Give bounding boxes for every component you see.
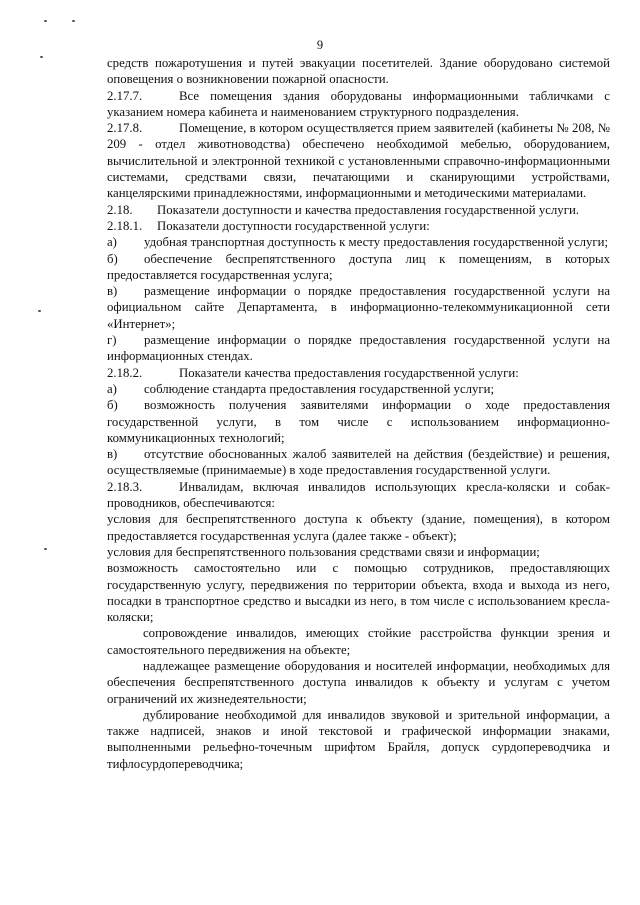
clause-number: 2.18.3. — [107, 479, 143, 494]
list-item-v — [107, 283, 610, 332]
scan-speck — [72, 20, 75, 22]
paragraph-2-18-2 — [107, 365, 610, 381]
accessibility-condition-movement — [107, 560, 610, 625]
scan-speck — [40, 56, 43, 58]
paragraph-text: Помещение, в котором осуществляется прием заявителей (кабинеты № 208, № 209 - отдел животноводства) обеспечено необходимой мебелью, оборудованием, вычислительной и электронной техникой с установленными справочно-информационными системами, средствами связи, печатающими и сканирующими устройствами, канцелярскими принадлежностями, информационными и методическими материалами. — [107, 121, 610, 201]
clause-number: 2.18.1. — [107, 218, 143, 233]
list-item-a — [107, 234, 610, 250]
document-body — [107, 55, 610, 772]
accessibility-condition-access — [107, 511, 610, 544]
paragraph-text: соблюдение стандарта предоставления государственной услуги; — [144, 381, 495, 396]
list-letter: в) — [107, 447, 118, 462]
paragraph-fire-safety — [107, 55, 610, 88]
paragraph-text: Показатели доступности государственной услуги: — [157, 218, 430, 233]
clause-number: 2.18.2. — [107, 365, 143, 380]
paragraph-text: отсутствие обоснованных жалоб заявителей на действия (бездействие) и решения, осуществляемые (принимаемые) в ходе предоставления государственной услуги. — [107, 447, 610, 478]
accessibility-condition-equipment — [107, 658, 610, 707]
list-letter: а) — [107, 235, 117, 250]
quality-item-b — [107, 397, 610, 446]
list-letter: г) — [107, 333, 117, 348]
paragraph-text: размещение информации о порядке предоставления государственной услуги на информационных стендах. — [107, 333, 610, 364]
page-number: 9 — [316, 38, 324, 52]
paragraph-text: условия для беспрепятственного доступа к объекту (здание, помещения), в котором предоставляется государственная услуга (далее также - объект); — [107, 512, 610, 543]
accessibility-condition-communication — [107, 544, 610, 560]
paragraph-text: возможность получения заявителями информации о ходе предоставления государственной услуги, в том числе с использованием информационно-коммуникационных технологий; — [107, 398, 610, 445]
paragraph-text: Показатели качества предоставления государственной услуги: — [179, 365, 519, 380]
scan-speck — [44, 20, 47, 22]
paragraph-2-17-7 — [107, 88, 610, 121]
list-letter: б) — [107, 251, 118, 266]
accessibility-condition-duplication — [107, 707, 610, 772]
paragraph-2-18-1 — [107, 218, 610, 234]
paragraph-text: Показатели доступности и качества предоставления государственной услуги. — [157, 202, 579, 217]
clause-number: 2.17.8. — [107, 121, 143, 136]
paragraph-text: дублирование необходимой для инвалидов звуковой и зрительной информации, а также надписей, знаков и иной текстовой и графической информации знаками, выполненными рельефно-точечным шрифтом Брайля, допуск сурдопереводчика и тифлосурдопереводчика; — [107, 707, 610, 771]
paragraph-text: Инвалидам, включая инвалидов использующих кресла-коляски и собак-проводников, обеспечиваются: — [107, 479, 610, 511]
quality-item-a — [107, 381, 610, 397]
list-letter: а) — [107, 381, 117, 396]
paragraph-text: обеспечение беспрепятственного доступа лиц к помещениям, в которых предоставляется государственная услуга; — [107, 251, 610, 282]
paragraph-text: надлежащее размещение оборудования и носителей информации, необходимых для обеспечения беспрепятственного доступа инвалидов к объекту и услугам с учетом ограничений их жизнедеятельности; — [107, 658, 610, 706]
paragraph-2-17-8 — [107, 120, 610, 201]
list-item-b — [107, 251, 610, 284]
paragraph-2-18 — [107, 202, 610, 218]
paragraph-text: Все помещения здания оборудованы информационными табличками с указанием номера кабинета и наименованием структурного подразделения. — [107, 88, 610, 119]
quality-item-v — [107, 446, 610, 479]
list-letter: б) — [107, 398, 118, 413]
accessibility-condition-escort — [107, 625, 610, 658]
paragraph-text: возможность самостоятельно или с помощью сотрудников, предоставляющих государственную услугу, передвижения по территории объекта, входа и выхода из него, посадки в транспортное средство и высадки из него, в том числе с использованием кресла-коляски; — [107, 561, 610, 625]
paragraph-text: средств пожаротушения и путей эвакуации посетителей. Здание оборудовано системой оповещения о возникновении пожарной опасности. — [107, 56, 610, 87]
clause-number: 2.17.7. — [107, 88, 143, 103]
list-letter: в) — [107, 284, 118, 299]
paragraph-text: размещение информации о порядке предоставления государственной услуги на официальном сайте Департамента, в информационно-телекоммуникационной сети «Интернет»; — [107, 284, 610, 331]
paragraph-text: удобная транспортная доступность к месту предоставления государственной услуги; — [144, 235, 609, 250]
clause-number: 2.18. — [107, 202, 133, 217]
scan-speck — [44, 548, 47, 550]
paragraph-text: условия для беспрепятственного пользования средствами связи и информации; — [107, 544, 540, 559]
paragraph-2-18-3 — [107, 479, 610, 512]
scan-speck — [38, 310, 41, 312]
list-item-g — [107, 332, 610, 365]
paragraph-text: сопровождение инвалидов, имеющих стойкие расстройства функции зрения и самостоятельного передвижения на объекте; — [107, 626, 610, 657]
